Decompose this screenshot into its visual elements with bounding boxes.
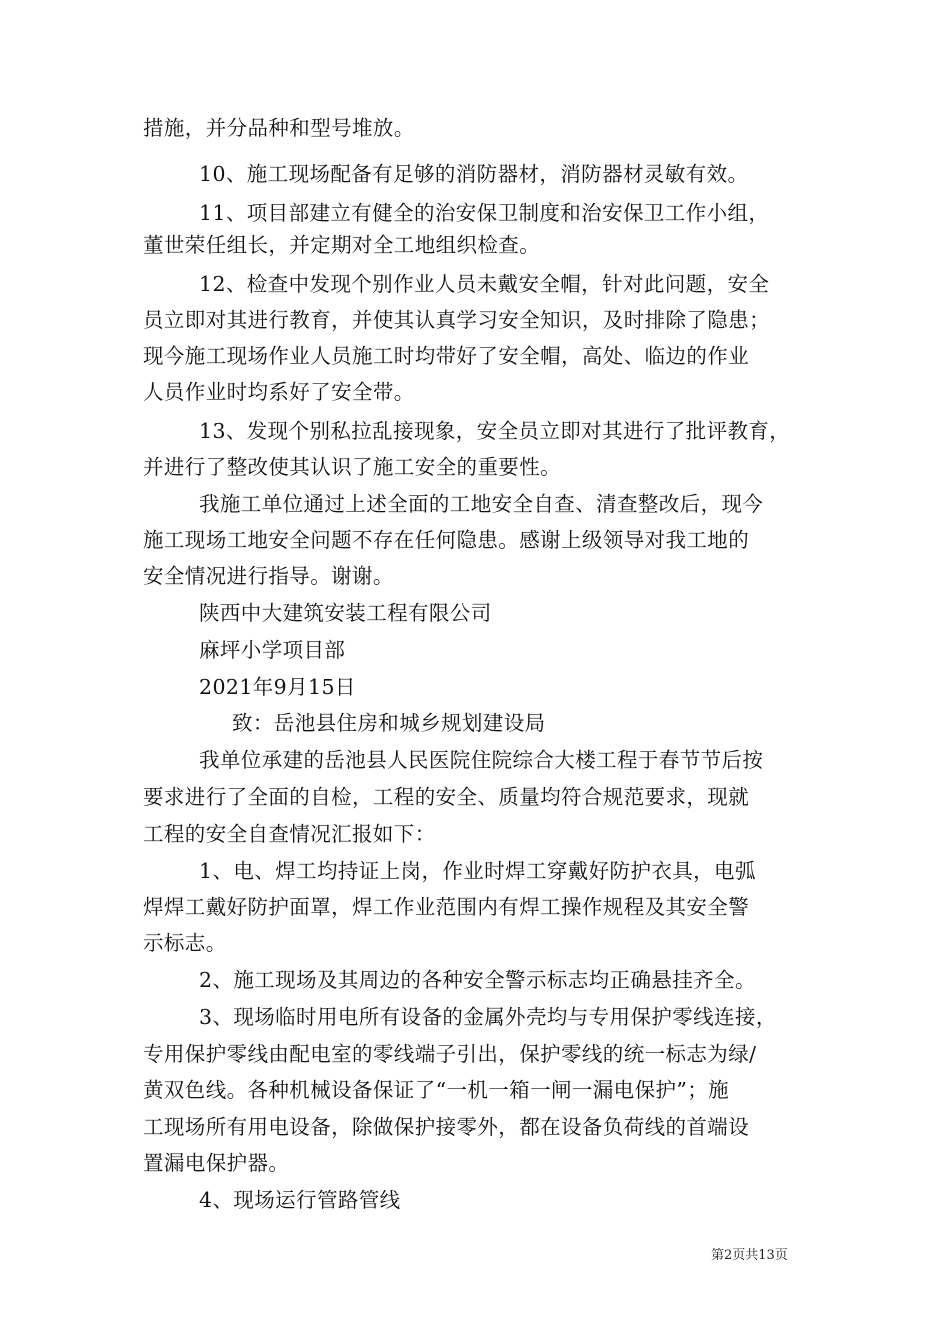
text-line: 措施，并分品种和型号堆放。 <box>143 116 415 140</box>
text-line: 黄双色线。各种机械设备保证了“一机一箱一闸一漏电保护”；施 <box>143 1078 730 1102</box>
text-line: 现今施工现场作业人员施工时均带好了安全帽，高处、临边的作业 <box>143 344 750 368</box>
text-line: 置漏电保护器。 <box>143 1151 290 1175</box>
department-name: 麻坪小学项目部 <box>199 638 346 662</box>
text-line: 示标志。 <box>143 931 227 955</box>
text-line: 11、项目部建立有健全的治安保卫制度和治安保卫工作小组， <box>199 201 770 225</box>
text-line: 我施工单位通过上述全面的工地安全自查、清查整改后，现今 <box>199 492 764 516</box>
text-line: 工现场所有用电设备，除做保护接零外，都在设备负荷线的首端设 <box>143 1115 750 1139</box>
text-line: 安全情况进行指导。谢谢。 <box>143 564 394 588</box>
text-line: 1、电、焊工均持证上岗，作业时焊工穿戴好防护衣具，电弧 <box>199 859 756 883</box>
company-name: 陕西中大建筑安装工程有限公司 <box>199 601 492 625</box>
text-line: 12、检查中发现个别作业人员未戴安全帽，针对此问题，安全 <box>199 272 770 296</box>
text-line: 董世荣任组长，并定期对全工地组织检查。 <box>143 233 541 257</box>
text-line: 我单位承建的岳池县人民医院住院综合大楼工程于春节节后按 <box>199 748 764 772</box>
text-line: 人员作业时均系好了安全带。 <box>143 380 415 404</box>
text-line: 员立即对其进行教育，并使其认真学习安全知识，及时排除了隐患； <box>143 308 770 332</box>
text-line: 工程的安全自查情况汇报如下： <box>143 822 436 846</box>
text-line: 4、现场运行管路管线 <box>199 1188 401 1212</box>
text-line: 13、发现个别私拉乱接现象，安全员立即对其进行了批评教育， <box>199 419 791 443</box>
page-number: 第2页共13页 <box>711 1248 788 1263</box>
text-line: 10、施工现场配备有足够的消防器材，消防器材灵敏有效。 <box>199 162 749 186</box>
document-date: 2021年9月15日 <box>199 675 356 699</box>
text-line: 要求进行了全面的自检，工程的安全、质量均符合规范要求，现就 <box>143 785 750 809</box>
text-line: 施工现场工地安全问题不存在任何隐患。感谢上级领导对我工地的 <box>143 528 750 552</box>
text-line: 3、现场临时用电所有设备的金属外壳均与专用保护零线连接， <box>199 1005 777 1029</box>
text-line: 专用保护零线由配电室的零线端子引出，保护零线的统一标志为绿/ <box>143 1042 757 1066</box>
addressee-line: 致：岳池县住房和城乡规划建设局 <box>232 711 546 735</box>
text-line: 2、施工现场及其周边的各种安全警示标志均正确悬挂齐全。 <box>199 968 756 992</box>
text-line: 并进行了整改使其认识了施工安全的重要性。 <box>143 455 561 479</box>
text-line: 焊焊工戴好防护面罩，焊工作业范围内有焊工操作规程及其安全警 <box>143 895 750 919</box>
